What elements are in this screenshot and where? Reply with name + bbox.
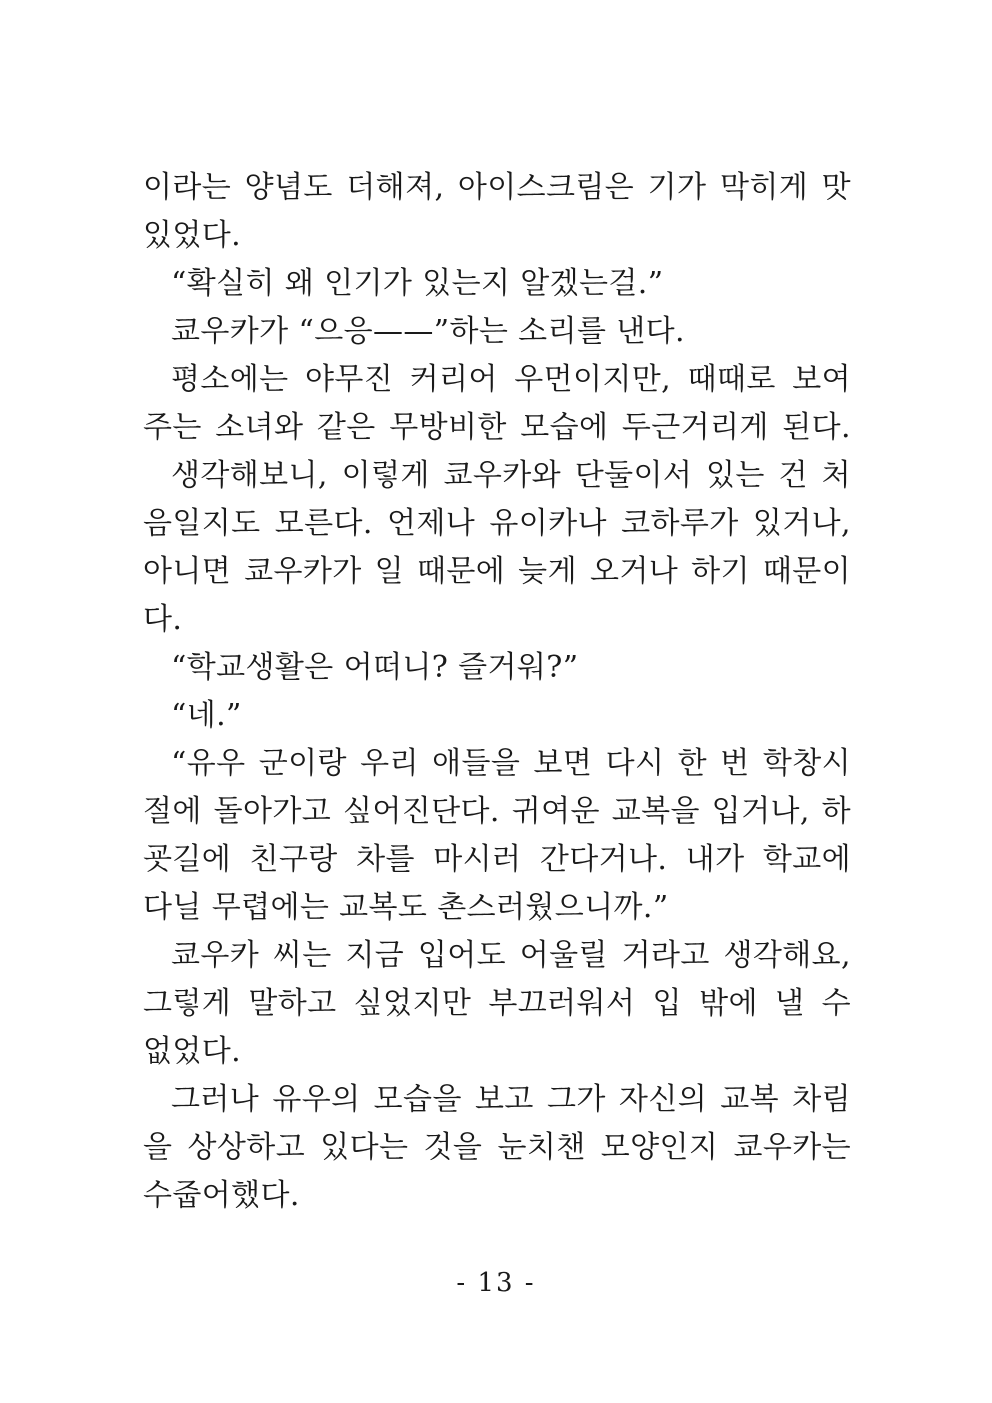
text-line: 절에 돌아가고 싶어진단다. 귀여운 교복을 입거나, 하 (143, 794, 851, 829)
text-line: 수줍어했다. (143, 1178, 300, 1213)
text-line: 을 상상하고 있다는 것을 눈치챈 모양인지 쿄우카는 (143, 1130, 851, 1165)
text-line: 생각해보니, 이렇게 쿄우카와 단둘이서 있는 건 처 (171, 458, 851, 493)
text-line: 그렇게 말하고 싶었지만 부끄러워서 입 밖에 낼 수 (143, 986, 851, 1021)
page-number: - 13 - (456, 1268, 536, 1298)
text-line: 아니면 쿄우카가 일 때문에 늦게 오거나 하기 때문이 (143, 554, 851, 589)
text-line: 다닐 무렵에는 교복도 촌스러웠으니까.” (143, 890, 669, 925)
body-text (143, 164, 851, 1220)
text-line: “네.” (171, 698, 242, 733)
text-line: “유우 군이랑 우리 애들을 보면 다시 한 번 학창시 (171, 746, 851, 781)
text-line: “확실히 왜 인기가 있는지 알겠는걸.” (171, 266, 664, 301)
text-line: 굣길에 친구랑 차를 마시러 간다거나. 내가 학교에 (143, 842, 851, 877)
text-line: 평소에는 야무진 커리어 우먼이지만, 때때로 보여 (171, 362, 851, 397)
text-line: 있었다. (143, 218, 242, 253)
text-line: 쿄우카 씨는 지금 입어도 어울릴 거라고 생각해요, (171, 938, 851, 973)
text-line: 없었다. (143, 1034, 242, 1069)
text-line: “학교생활은 어떠니? 즐거워?” (171, 650, 579, 685)
text-line: 주는 소녀와 같은 무방비한 모습에 두근거리게 된다. (143, 410, 851, 445)
text-line: 이라는 양념도 더해져, 아이스크림은 기가 막히게 맛 (143, 170, 851, 205)
text-line: 쿄우카가 “으응——”하는 소리를 낸다. (171, 314, 685, 349)
text-line: 그러나 유우의 모습을 보고 그가 자신의 교복 차림 (171, 1082, 851, 1117)
text-line: 다. (143, 602, 183, 637)
text-line: 음일지도 모른다. 언제나 유이카나 코하루가 있거나, (143, 506, 851, 541)
